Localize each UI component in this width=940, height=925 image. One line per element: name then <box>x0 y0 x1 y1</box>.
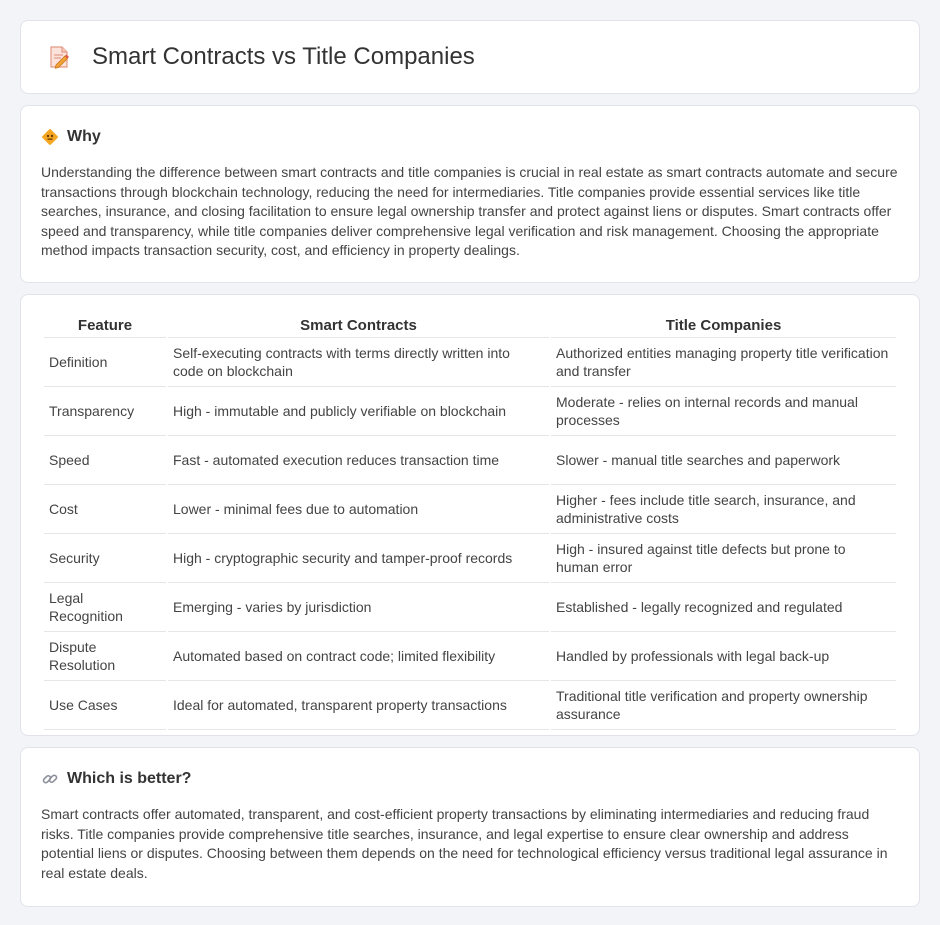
smart-contracts-cell: Ideal for automated, transparent property transactions <box>168 681 549 730</box>
table-row <box>44 387 896 436</box>
table-row <box>44 485 896 534</box>
feature-cell: Legal Recognition <box>44 583 166 632</box>
page-title: Smart Contracts vs Title Companies <box>92 43 475 70</box>
header-feature: Feature <box>44 315 166 338</box>
comparison-table <box>42 315 898 730</box>
link-icon <box>41 770 59 788</box>
smart-contracts-cell: Lower - minimal fees due to automation <box>168 485 549 534</box>
title-companies-cell: Slower - manual title searches and paperwork <box>551 436 896 485</box>
header-smart-contracts: Smart Contracts <box>168 315 549 338</box>
table-header-row <box>44 315 896 338</box>
smart-contracts-cell: Automated based on contract code; limited flexibility <box>168 632 549 681</box>
table-row <box>44 583 896 632</box>
title-card <box>20 20 920 94</box>
better-text: Smart contracts offer automated, transparent, and cost-efficient property transactions by eliminating intermediaries and reducing fraud risks. Title companies provide comprehensive title searches, insurance, and legal expertise to ensure clear ownership and address potential liens or disputes. Choosing between them depends on the need for technological efficiency versus traditional legal assurance in real estate deals. <box>41 806 888 881</box>
better-header <box>41 770 899 788</box>
title-companies-cell: High - insured against title defects but prone to human error <box>551 534 896 583</box>
table-row <box>44 338 896 387</box>
smart-contracts-cell: Fast - automated execution reduces transaction time <box>168 436 549 485</box>
feature-cell: Security <box>44 534 166 583</box>
smart-contracts-cell: Emerging - varies by jurisdiction <box>168 583 549 632</box>
title-companies-cell: Handled by professionals with legal back-up <box>551 632 896 681</box>
table-row <box>44 534 896 583</box>
feature-cell: Dispute Resolution <box>44 632 166 681</box>
table-row <box>44 681 896 730</box>
smart-contracts-cell: High - immutable and publicly verifiable on blockchain <box>168 387 549 436</box>
title-companies-cell: Moderate - relies on internal records and manual processes <box>551 387 896 436</box>
title-companies-cell: Authorized entities managing property title verification and transfer <box>551 338 896 387</box>
title-companies-cell: Higher - fees include title search, insurance, and administrative costs <box>551 485 896 534</box>
which-is-better-section <box>20 747 920 907</box>
header-title-companies: Title Companies <box>551 315 896 338</box>
feature-cell: Transparency <box>44 387 166 436</box>
better-heading: Which is better? <box>67 770 192 787</box>
feature-cell: Definition <box>44 338 166 387</box>
feature-cell: Speed <box>44 436 166 485</box>
feature-cell: Use Cases <box>44 681 166 730</box>
title-companies-cell: Established - legally recognized and regulated <box>551 583 896 632</box>
smart-contracts-cell: Self-executing contracts with terms directly written into code on blockchain <box>168 338 549 387</box>
why-heading: Why <box>67 128 101 145</box>
smart-contracts-cell: High - cryptographic security and tamper-proof records <box>168 534 549 583</box>
why-text: Understanding the difference between smart contracts and title companies is crucial in real estate as smart contracts automate and secure transactions through blockchain technology, reducing the need for intermediaries. Title companies provide essential services like title searches, insurance, and closing facilitation to ensure legal ownership transfer and protect against liens or disputes. Smart contracts offer speed and transparency, while title companies deliver comprehensive legal verification and risk management. Choosing the appropriate method impacts transaction security, cost, and efficiency in property dealings. <box>41 164 898 259</box>
document-pencil-icon <box>46 44 72 70</box>
diamond-sign-icon <box>41 128 59 146</box>
table-row <box>44 436 896 485</box>
comparison-section <box>20 294 920 736</box>
why-header <box>41 128 899 146</box>
title-companies-cell: Traditional title verification and property ownership assurance <box>551 681 896 730</box>
feature-cell: Cost <box>44 485 166 534</box>
table-row <box>44 632 896 681</box>
why-section <box>20 105 920 283</box>
